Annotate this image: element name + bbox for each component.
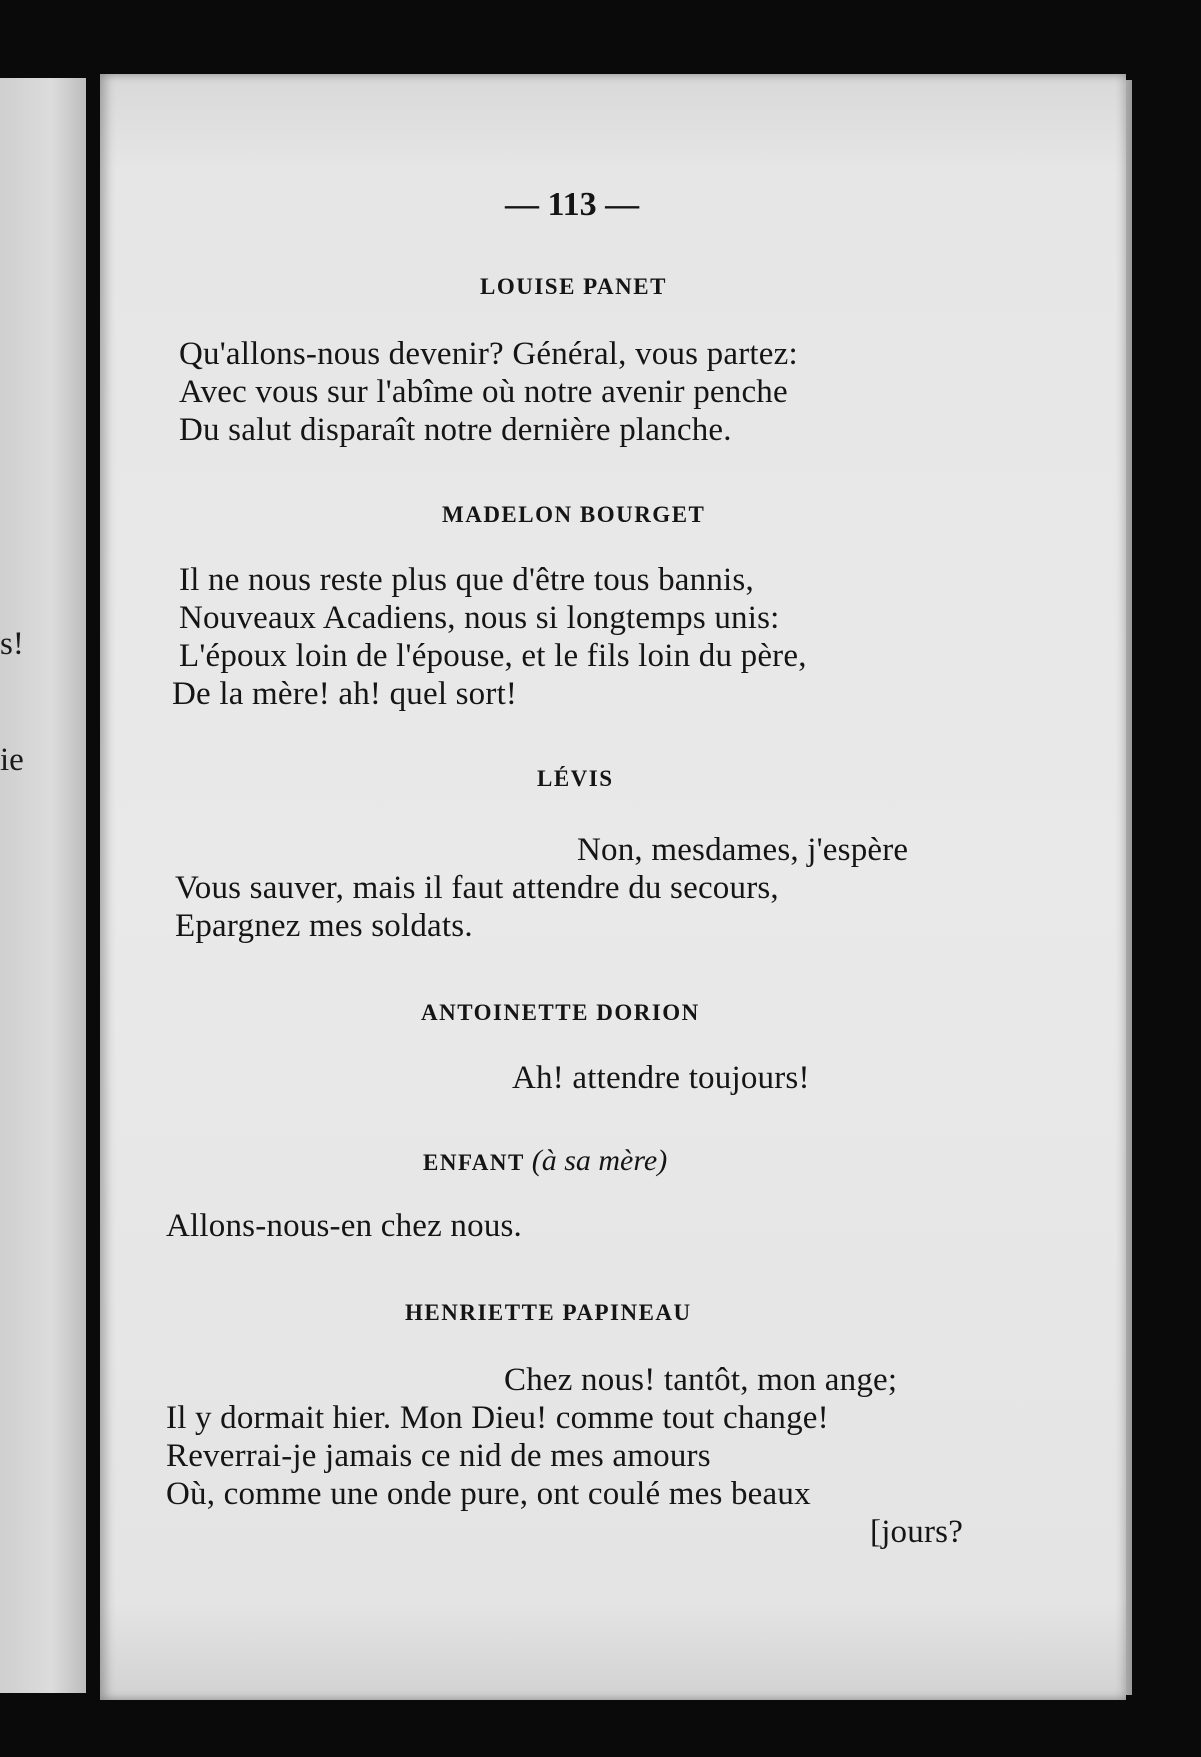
verse-line: Ah! attendre toujours! (512, 1060, 810, 1096)
stage-direction: (à sa mère) (531, 1144, 668, 1177)
left-page-fragment: ie (0, 742, 24, 778)
verse-line: Allons-nous-en chez nous. (166, 1208, 523, 1244)
speaker-name: ANTOINETTE DORION (421, 1000, 700, 1025)
left-page-fragment: s! (0, 626, 24, 662)
left-page-edge (0, 78, 86, 1693)
verse-line: [jours? (870, 1514, 964, 1550)
speaker-name: LOUISE PANET (480, 274, 667, 299)
verse-line: L'époux loin de l'épouse, et le fils loin du père, (179, 638, 807, 674)
verse-line: Non, mesdames, j'espère (577, 832, 909, 868)
verse-line: Où, comme une onde pure, ont coulé mes beaux (166, 1476, 811, 1512)
book-page (100, 74, 1126, 1700)
speaker-name (423, 1144, 667, 1178)
verse-line: Il y dormait hier. Mon Dieu! comme tout change! (166, 1400, 829, 1436)
verse-line: Nouveaux Acadiens, nous si longtemps unis: (179, 600, 780, 636)
speaker-name: MADELON BOURGET (442, 502, 706, 527)
verse-line: Avec vous sur l'abîme où notre avenir penche (179, 374, 788, 410)
speaker-name: LÉVIS (537, 766, 614, 791)
verse-line: Reverrai-je jamais ce nid de mes amours (166, 1438, 711, 1474)
speaker-label: ENFANT (423, 1150, 525, 1175)
verse-line: Epargnez mes soldats. (175, 908, 473, 944)
verse-line: De la mère! ah! quel sort! (172, 676, 518, 712)
speaker-name: HENRIETTE PAPINEAU (405, 1300, 692, 1325)
verse-line: Chez nous! tantôt, mon ange; (504, 1362, 898, 1398)
verse-line: Vous sauver, mais il faut attendre du secours, (175, 870, 779, 906)
verse-line: Qu'allons-nous devenir? Général, vous partez: (179, 336, 798, 372)
verse-line: Du salut disparaît notre dernière planche. (179, 412, 732, 448)
verse-line: Il ne nous reste plus que d'être tous bannis, (179, 562, 754, 598)
page-number: — 113 — (505, 186, 640, 223)
